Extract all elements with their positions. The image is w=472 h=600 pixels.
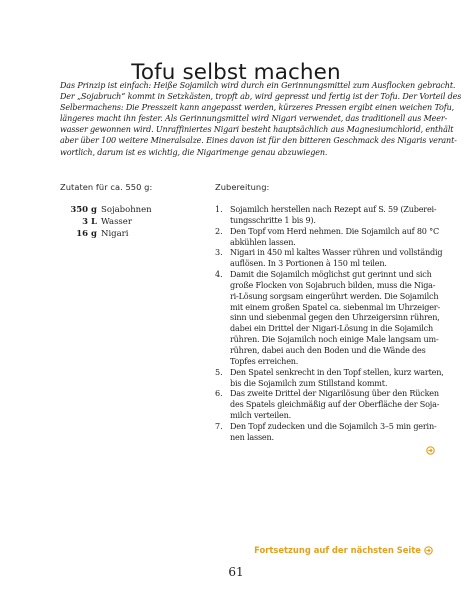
step-number: 3. <box>215 247 223 258</box>
step-line: rühren, dabei auch den Boden und die Wände des <box>230 344 426 355</box>
step-item <box>215 247 443 269</box>
step-line: auflösen. In 3 Portionen à 150 ml teilen. <box>230 258 387 269</box>
step-line: große Flocken von Sojabruch bilden, muss die Niga- <box>230 279 436 290</box>
step-number: 4. <box>215 269 223 280</box>
step-line: dabei ein Drittel der Nigari-Lösung in die Sojamilch <box>230 323 434 334</box>
ingredient-amount: 3 L <box>82 217 97 228</box>
step-line: Sojamilch herstellen nach Rezept auf S. 59 (Zuberei- <box>230 204 437 214</box>
step-line: des Spatels gleichmäßig auf der Oberfläche der Soja- <box>230 399 440 410</box>
ingredient-amount: 350 g <box>70 205 97 215</box>
continue-next-page-link[interactable] <box>254 545 433 555</box>
step-text <box>230 226 440 248</box>
step-line: Nigari in 450 ml kaltes Wasser rühren und vollständig <box>230 247 443 258</box>
step-line: ri-Lösung sorgsam eingerührt werden. Die Sojamilch <box>230 290 439 301</box>
step-item <box>215 421 440 443</box>
step-line: milch verteilen. <box>230 410 291 421</box>
ingredient-name: Sojabohnen <box>101 205 152 215</box>
step-number: 1. <box>215 204 223 214</box>
ingredient-item <box>60 216 200 228</box>
step-line: Den Topf vom Herd nehmen. Die Sojamilch auf 80 °C <box>230 225 439 236</box>
step-number: 6. <box>215 388 223 399</box>
intro-line: Der „Sojabruch“ kommt in Setzkästen, tropft ab, wird gepresst und fertig ist der Tofu. Der Vorteil des <box>60 92 462 102</box>
intro-line: aber über 100 weitere Mineralsalze. Eines davon ist für den bitteren Geschmack des Nigaris verant- <box>60 136 457 146</box>
step-text <box>230 269 440 367</box>
step-line: Damit die Sojamilch möglichst gut gerinnt und sich <box>230 269 432 280</box>
step-line: sinn und siebenmal gegen den Uhrzeigersinn rühren, <box>230 312 440 323</box>
step-text <box>230 421 440 443</box>
ingredient-amount: 16 g <box>76 229 97 240</box>
step-line: Topfes erreichen. <box>230 355 299 366</box>
step-item <box>215 226 440 248</box>
ingredient-name: Nigari <box>101 229 129 240</box>
continue-label: Fortsetzung auf der nächsten Seite <box>254 545 421 555</box>
preparation-heading: Zubereitung: <box>215 182 270 192</box>
ingredient-item <box>60 228 200 240</box>
page-number: 61 <box>228 565 244 579</box>
step-line: Den Topf zudecken und die Sojamilch 3–5 min gerin- <box>230 420 437 431</box>
step-number: 5. <box>215 366 223 377</box>
intro-line: wortlich, darum ist es wichtig, die Nigarimenge genau abzuwiegen. <box>60 147 328 157</box>
step-line: abkühlen lassen. <box>230 236 296 247</box>
page-title: Tofu selbst machen <box>131 60 341 86</box>
step-text <box>230 388 440 421</box>
step-line: mit einem großen Spatel ca. siebenmal im Uhrzeiger- <box>230 301 441 312</box>
ingredient-item <box>60 204 200 216</box>
step-line: bis die Sojamilch zum Stillstand kommt. <box>230 377 388 388</box>
intro-line: Selbermachens: Die Presszeit kann angepasst werden, kürzeres Pressen ergibt einen weichen Tofu, <box>60 103 455 113</box>
step-item <box>215 388 440 421</box>
step-item <box>215 366 444 389</box>
step-line: tungsschritte 1 bis 9). <box>230 214 316 225</box>
step-item <box>215 204 440 226</box>
step-line: Das zweite Drittel der Nigarilösung über den Rücken <box>230 388 439 399</box>
step-number: 7. <box>215 420 223 431</box>
ingredient-list <box>60 204 200 241</box>
circled-arrow-right-icon <box>424 546 433 555</box>
intro-paragraph <box>60 80 462 158</box>
step-text <box>230 204 440 226</box>
intro-line: wasser gewonnen wird. Unraffiniertes Nigari besteht hauptsächlich aus Magnesiumchlorid, enthält <box>60 125 454 135</box>
preparation-steps <box>215 204 444 443</box>
step-number: 2. <box>215 225 223 236</box>
intro-line: Das Prinzip ist einfach: Heiße Sojamilch wird durch ein Gerinnungsmittel zum Ausflocken gebracht. <box>60 81 456 90</box>
ingredients-heading: Zutaten für ca. 550 g: <box>60 182 153 192</box>
intro-line: längeres macht ihn fester. Als Gerinnungsmittel wird Nigari verwendet, das traditionell aus Meer- <box>60 114 448 124</box>
step-text <box>230 367 444 389</box>
step-line: rühren. Die Sojamilch noch einige Male langsam um- <box>230 334 439 345</box>
step-line: Den Spatel senkrecht in den Topf stellen, kurz warten, <box>230 366 444 377</box>
step-line: nen lassen. <box>230 431 274 442</box>
step-text <box>230 247 442 269</box>
ingredient-name: Wasser <box>101 217 132 228</box>
circled-arrow-right-icon[interactable] <box>426 446 435 455</box>
step-item <box>215 269 440 367</box>
